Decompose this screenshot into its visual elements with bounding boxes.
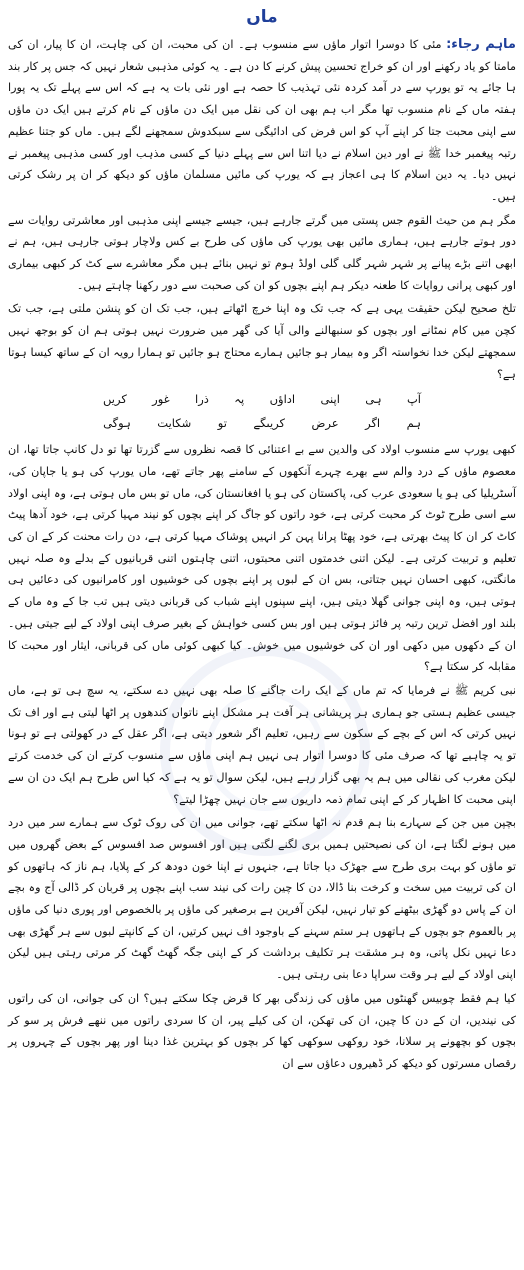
poem-word: ذرا bbox=[195, 392, 209, 407]
poem-word: عرض bbox=[311, 416, 339, 431]
poem-word: ہی bbox=[365, 392, 382, 407]
poem-word: ہم bbox=[406, 416, 421, 431]
paragraph-text: مئی کا دوسرا اتوار ماؤں سے منسوب ہے۔ ان کی محبت، ان کی چاہت، ان کا پیار، ان کی مامتا کو یاد رکھنے اور ان کو خراج تحسین پیش کرنے کا دن ہے۔ یہ کوئی مذہبی شعار نہیں کہ جس پر کار بند ہا جائے یہ تو یورپ سے در آمد کردہ نئی تہذیب کا حصہ ہے اور نئی بات یہ ہے کہ اس سے پہلے تک یہ پورا ہفتہ ماں کے نام منسوب تھا مگر اب ہم بھی ان کی نقل میں ایک دن ماؤں کے نام کرتے ہیں ایک دن ماؤں سے اپنی محبت جتا کر اپنے آپ کو اس فرض کی ادائیگی سے سبکدوش سمجھنے لگے ہیں۔ ماں کو جتنا عظیم رتبہ پیغمبر خدا ﷺ نے اور دین اسلام نے دیا اتنا اس سے پہلے دنیا کے کسی مذہب اور کسی مذہبی پیغمبر نے نہیں دیا۔ یہ دین اسلام کا ہی اعجاز ہے کہ یورپ کی مائیں مسلمان ماؤں کو دیکھ کر ان پر رشک کرتی ہیں۔ bbox=[8, 38, 516, 203]
article-paragraph: تلخ صحیح لیکن حقیقت یہی ہے کہ جب تک وہ اپنا خرچ اٹھاتے ہیں، جب تک ان کو پنشن ملتی ہے، جب تک کچن میں کام نمٹانے اور بچوں کو سنبھالنے والی آیا کی گھر میں ضرورت نہیں ہوتی ہم ان کو بوجھ نہیں سمجھتے لیکن خدا نخواستہ اگر وہ بیمار ہو جائیں ہمارے محتاج ہو جائیں تو ہمارا رویہ ان کے ساتھ کیسا ہوتا ہے؟ bbox=[8, 302, 516, 381]
poem-line-2 bbox=[103, 411, 421, 435]
poem-word: آپ bbox=[406, 392, 421, 407]
article-paragraph: کیا ہم فقط چوبیس گھنٹوں میں ماؤں کی زندگی بھر کا قرض چکا سکتے ہیں؟ ان کی جوانی، ان کی راتوں کی نیندیں، ان کے دن کا چین، ان کی تھکن، ان کی کیلے پیر، ان کا سردی راتوں میں ننھے فرش پر سو کر بچوں کو بچھونے پر سلانا، خود روکھی سوکھی کھا کر بچوں کو بہترین غذا دینا اور پھر بچوں کے چہروں پر رقصاں مسرتوں کو دیکھ کر ڈھیروں دعاؤں سے ان bbox=[8, 991, 516, 1070]
poem-word: ہوگی bbox=[103, 416, 131, 431]
article-paragraph: مگر ہم من حیث القوم جس پستی میں گرتے جارہے ہیں، جیسے جیسے اپنی مذہبی اور معاشرتی روایات سے دور ہوتے جارہے ہیں، ہماری مائیں بھی یورپ کی ماؤں کی طرح بے کس ولاچار ہوتی جارہی ہیں، ہم نے ابھی اتنے بڑے پیانے پر شہر شہر گلی گلی اولڈ ہوم تو نہیں بنائے ہیں مگر معاشرے سے کٹ کر کبھی بیماری اور کبھی پرانی روایات کا طعنہ دیکر ہم اپنے بچوں کو ان کی صحبت سے دور رکھنا چاہتے ہیں۔ bbox=[8, 213, 516, 292]
article-page bbox=[0, 6, 524, 1270]
poem-line-1 bbox=[103, 387, 421, 411]
poem-word: تو bbox=[217, 416, 227, 431]
article-paragraph: کبھی یورپ سے منسوب اولاد کی والدین سے بے اعتنائی کا قصہ نظروں سے گزرتا تھا تو دل کانپ جاتا تھا، ان معصوم ماؤں کے درد والم سے بھرے چہرے آنکھوں کے سامنے پھر جاتے تھے، ماں یورپ کی ہو یا جاپان کی، آسٹریلیا کی ہو یا سعودی عرب کی، پاکستان کی ہو یا افغانستان کی، ماں تو بس ماں ہوتی ہے، وہ اپنی اولاد سے اسی طرح ٹوٹ کر محبت کرتی ہے، خود راتوں کو جاگ کر اپنے بچوں کو نیند مہیا کرتی ہے، خود آدھا پیٹ کاٹ کر ان کا پیٹ بھرتی ہے، خود پھٹا پرانا پہن کر انہیں پوشاک مہیا کرتی ہے، دن رات محنت کر کے ان کی تعلیم و تربیت کرتی ہے۔ لیکن اتنی خدمتوں اتنی محبتوں، اتنی چاہتوں اتنی قربانیوں کے بدلے وہ صلہ نہیں مانگتی، کبھی احسان نہیں جتاتی، بس ان کے لبوں پر اپنے بچوں کی خوشیوں اور کامرانیوں کی دعائیں ہی ہوتی ہیں، وہ اپنی جوانی گھلا دیتی ہیں، اپنے سپنوں اپنے شباب کی قربانی دیتی ہیں تب جا کے وہ ماں کے بلند اور افضل ترین رتبہ پر فائز ہوتی ہیں اور بس کسی خواہش کے بغیر صرف اپنی اولاد کے لیے جیتی ہیں۔ ان کے دکھوں میں دکھی اور ان کی خوشیوں میں خوش۔ کیا کبھی کوئی ماں کی قربانی، ایثار اور محبت کا مقابلہ کر سکتا ہے؟ bbox=[8, 443, 516, 674]
article-paragraph bbox=[8, 34, 516, 208]
poem-word: پہ bbox=[234, 392, 245, 407]
poem-word: شکایت bbox=[157, 416, 192, 431]
poem-couplet bbox=[8, 387, 516, 435]
poem-word: اداؤں bbox=[269, 392, 296, 407]
poem-word: اگر bbox=[365, 416, 381, 431]
poem-word: غور bbox=[152, 392, 170, 407]
article-title: ماں bbox=[246, 7, 278, 27]
poem-word: کریں bbox=[103, 392, 127, 407]
author-byline: ماہم رجاء: bbox=[446, 37, 516, 52]
poem-word: کریںگے bbox=[253, 416, 285, 431]
article-paragraph: بچپن میں جن کے سہارے بنا ہم قدم نہ اٹھا سکتے تھے، جوانی میں ان کی روک ٹوک سے ہمارے سر میں درد میں ہونے لگتا ہے، ان کی نصیحتیں ہمیں بری لگنے لگتی ہیں اور افسوس صد افسوس کے بعض گھروں میں تو ماؤں کو بہت بری طرح سے جھڑک دیا جاتا ہے، جنہوں نے اپنا خون دودھ کر کے پلایا، ہم ناز کہ ہاتھوں کو ان کی تربیت میں سخت و کرخت بنا ڈالا، دن کا چین رات کی نیند سب اپنے بچوں پر قربان کر ڈالی آج وہ بچے ان کے پاس دو گھڑی بیٹھنے کو تیار نہیں، لیکن آفرین ہے برصغیر کی ماؤں پر بالخصوص اور پوری دنیا کی ماؤں پر بالعموم جو بچوں کے ہاتھوں ہر ستم سہنے کے باوجود اف نہیں کرتیں، ان کے کانپتے لبوں سے ہر گھڑی بھی دعا نہیں نکل پاتی، وہ ہر مشقت ہر تکلیف برداشت کر کے اپنی جگہ گھٹ گھٹ کر مرتی رہتی ہیں لیکن اپنی اولاد کے لیے ہر وقت سراپا دعا بنی رہتی ہیں۔ bbox=[8, 816, 516, 982]
article-paragraph: نبی کریم ﷺ نے فرمایا کہ تم ماں کے ایک رات جاگنے کا صلہ بھی نہیں دے سکتے، یہ سچ ہی تو ہے، ماں جیسی عظیم ہستی جو ہماری ہر پریشانی ہر آفت ہر مشکل اپنے ناتواں کندھوں پر اٹھا لیتی ہے اور اف تک نہیں کرتی کہ اس کے بچے کے سکون سے رہیں، تعلیم اگر شعور دیتی ہے، اگر عقل کے در کھولتی ہے تو ہونا تو یہ چاہیے تھا کہ صرف مئی کا دوسرا اتوار ہی نہیں ہم اپنی ماؤں سے منسوب کرتے ان کی خدمت کرتے لیکن مغرب کی نقالی میں ہم یہ بھی گزار رہے ہیں، لیکن سوال تو یہ ہے کہ کیا اس طرح ہم ایک دن ان سے اپنی محبت کا اظہار کر کے اپنی تمام ذمہ داریوں سے جان نہیں چھڑا لیتے؟ bbox=[8, 683, 516, 806]
poem-word: اپنی bbox=[320, 392, 340, 407]
